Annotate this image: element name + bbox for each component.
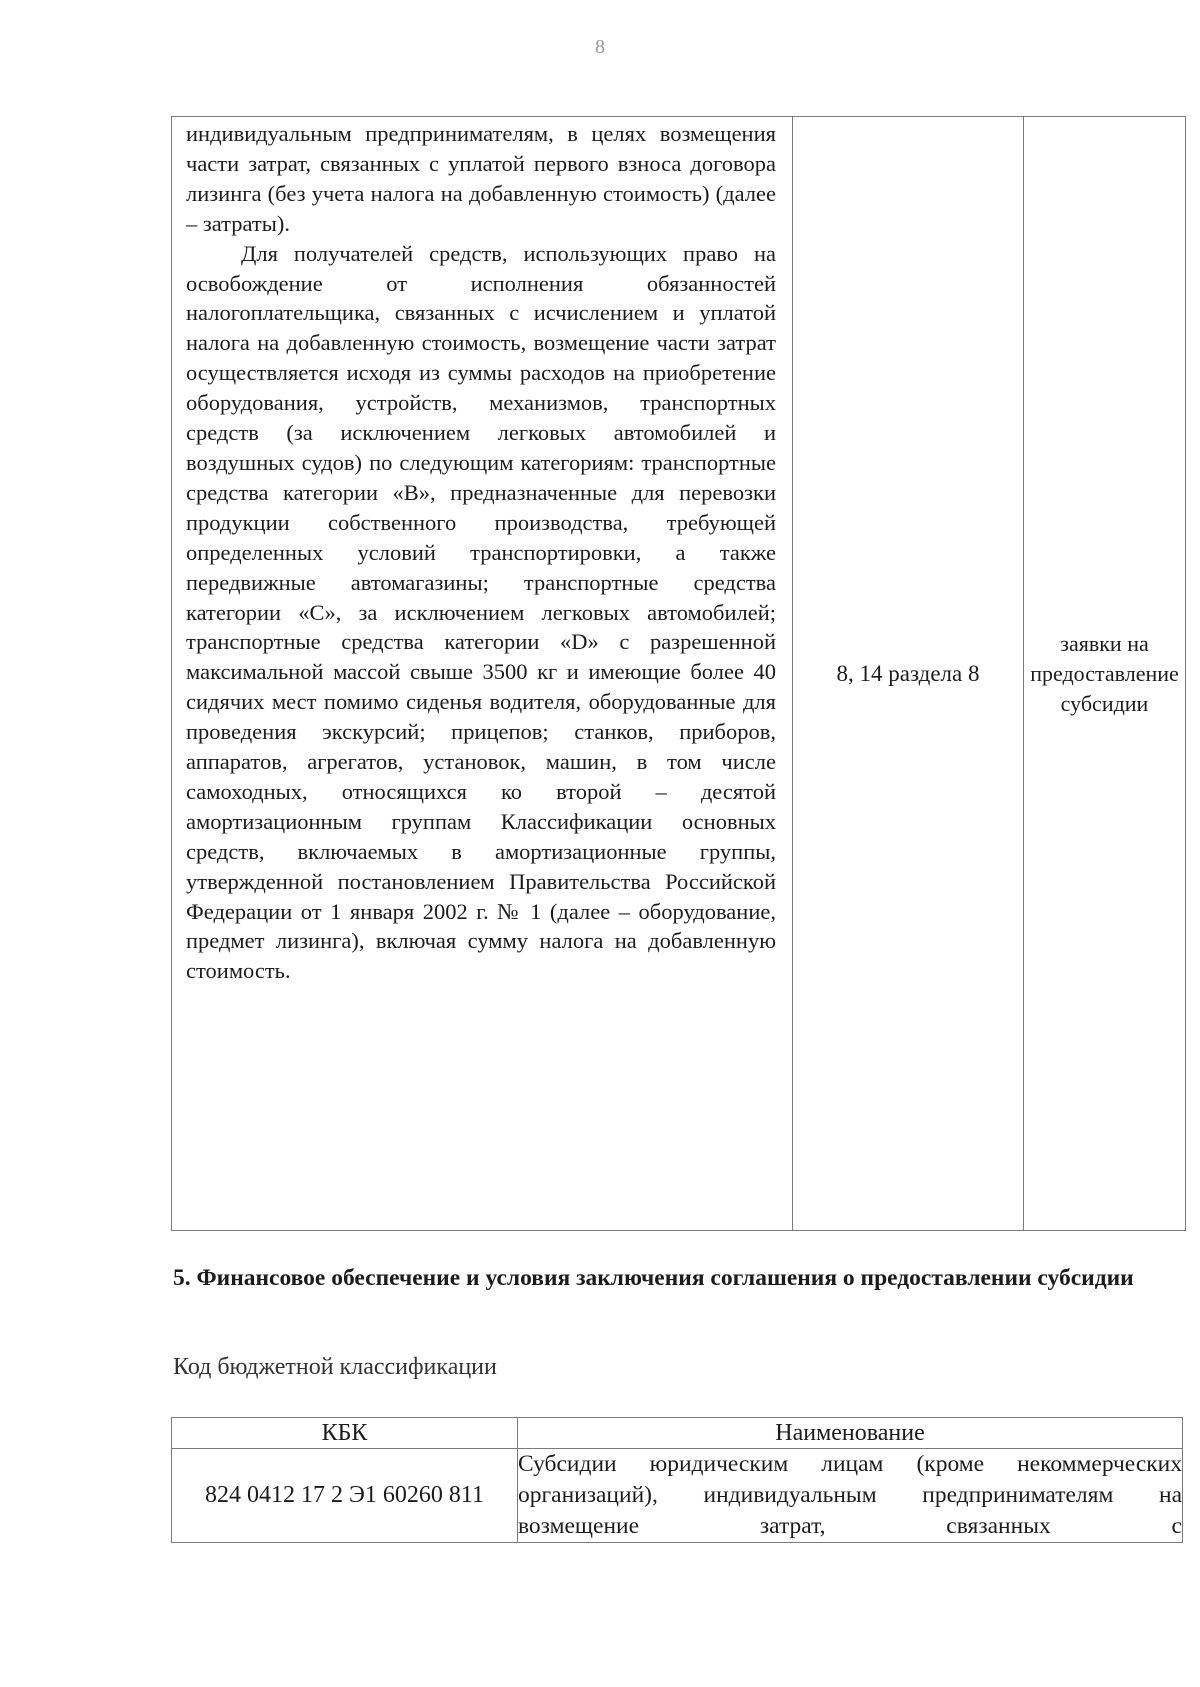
document-cell: заявки на предоставление субсидии <box>1024 117 1186 1231</box>
table-row <box>172 117 1186 1231</box>
kbk-table <box>171 1417 1183 1543</box>
reference-cell: 8, 14 раздела 8 <box>793 117 1024 1231</box>
conditions-table <box>171 116 1186 1231</box>
paragraph-vat-exemption: Для получателей средств, использующих право на освобождение от исполнения обязанностей налогоплательщика, связанных с исчислением и уплатой налога на добавленную стоимость, возмещение части затрат осуществляется исходя из суммы расходов на приобретение оборудования, устройств, механизмов, транспортных средств (за исключением легковых автомобилей и воздушных судов) по следующим категориям: транспортные средства категории «B», предназначенные для перевозки продукции собственного производства, требующей определенных условий транспортировки, а также передвижные автомагазины; транспортные средства категории «C», за исключением легковых автомобилей; транспортные средства категории «D» с разрешенной максимальной массой свыше 3500 кг и имеющие более 40 сидячих мест помимо сиденья водителя, оборудованные для проведения экскурсий; прицепов; станков, приборов, аппаратов, агрегатов, установок, машин, в том числе самоходных, относящихся ко второй – десятой амортизационным группам Классификации основных средств, включаемых в амортизационные группы, утвержденной постановлением Правительства Российской Федерации от 1 января 2002 г. № 1 (далее – оборудование, предмет лизинга), включая сумму налога на добавленную стоимость. <box>186 240 776 984</box>
condition-text-cell <box>172 117 793 1231</box>
kbk-code-cell: 824 0412 17 2 Э1 60260 811 <box>172 1449 518 1543</box>
name-header: Наименование <box>518 1418 1183 1449</box>
table-row <box>172 1449 1183 1543</box>
table-header-row <box>172 1418 1183 1449</box>
kbk-name-cell: Субсидии юридическим лицам (кроме некоммерческих организаций), индивидуальным предпринимателям на возмещение затрат, связанных с <box>518 1449 1183 1543</box>
paragraph-costs: индивидуальным предпринимателям, в целях возмещения части затрат, связанных с уплатой первого взноса договора лизинга (без учета налога на добавленную стоимость) (далее – затраты). <box>186 121 776 236</box>
page-number: 8 <box>595 36 605 58</box>
kbk-header: КБК <box>172 1418 518 1449</box>
section-heading: 5. Финансовое обеспечение и условия заключения соглашения о предоставлении субсидии <box>173 1265 1134 1291</box>
budget-classification-caption: Код бюджетной классификации <box>173 1354 497 1380</box>
